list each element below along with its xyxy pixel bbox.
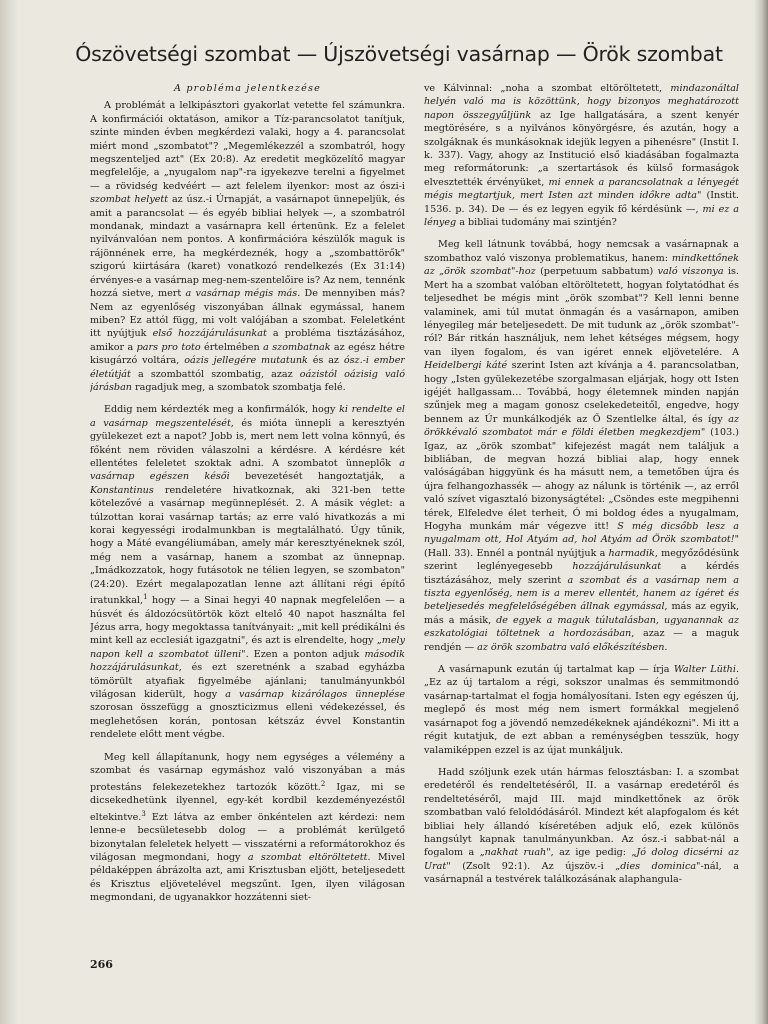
emphasis: második hozzájárulásunkat bbox=[90, 648, 405, 674]
emphasis: az örök szombatra való előkészítésben. bbox=[477, 641, 668, 653]
text-run: a kérdés tisztázásához, mely szerint bbox=[424, 561, 739, 586]
text-run: De mennyiben más? Nem az egyenlőség viszonyában állnak egymással, hanem miben? Ez attól függ, mi volt valójában a szombat. Feleletként itt nyújtjuk bbox=[90, 288, 405, 340]
text-run: szerint Isten azt kívánja a 4. parancsolatban, hogy „Isten gyülekezetébe szorgalmasan eljárjak, hogy ott Isten igéjét hallgassam… Továbbá, hogy életemnek minden napján szűnjek meg a magam gonosz cselekedeteitől, engedve, hogy bennem az Úr munkálkodjék az Ő Szentlelke által, és így bbox=[424, 360, 739, 425]
text-run: ". Ezen a ponton adjuk bbox=[241, 648, 365, 660]
paragraph bbox=[424, 766, 739, 887]
text-run: A vasárnapunk ezután új tartalmat kap — írja bbox=[438, 664, 674, 676]
emphasis: a vasárnap mégis más. bbox=[185, 288, 301, 300]
emphasis: mi ennek a parancsolatnak a lényegét mégis megtartjuk, mert Isten azt minden időkre adta bbox=[424, 176, 739, 202]
page-number: 266 bbox=[90, 958, 113, 971]
text-run: " (Instit. 1536. p. 34). De — és ez legyen egyik fő kérdésünk —, bbox=[424, 190, 739, 215]
emphasis: nakhat ruah bbox=[484, 847, 547, 859]
text-run: , megyőződésünk szerint leglényegesebb bbox=[424, 547, 739, 573]
text-run: az Ige hallgatására, a szent kenyér megtörésére, s a nyilvános könyörgésre, és azután, hogy a szolgáknak és munkásoknak idejük legyen a pihenésre" (Instit I. k. 337). Vagy, ahogy az Institució első kiadásában fogalmazta meg reformátorunk: „a szertartások és külső formaságok elvesztették érvényüket, bbox=[424, 109, 739, 188]
text-run: hogy — a Sinai hegyi 40 napnak megfelelően — a húsvét és áldozócsütörtök közt eltelő 40 napot használta fel Jézus arra, hogy megoktassa tanítványait: „mit kell prédikálni és mint kell az ecclesiát igazgatni", és azt is elrendelte, hogy „ bbox=[90, 595, 405, 647]
emphasis: ki rendelte el a vasárnap megszentelését bbox=[90, 404, 405, 429]
emphasis: a szombat és a vasárnap nem a tiszta egyenlőség, nem is a merev ellentét, hanem az ígéret és beteljesedés megfelelőségében állnak egymással bbox=[424, 574, 739, 613]
text-run: Igaz, mi se dicsekedhetünk ilyennel, egy-két kordbil kezdeményezéstől eltekintve. bbox=[90, 781, 405, 823]
text-run: Eddig nem kérdezték meg a konfirmálók, hogy bbox=[104, 404, 340, 416]
text-run: , és mióta ünnepli a keresztyén gyülekezet ezt a napot? Jobb is, mert nem lett volna könnyű, és főként nem röviden válaszolni a kérdésre. A kérdésre két ellentétes feleletet szoktak adni. A szombatot ünneplők bbox=[90, 417, 405, 469]
emphasis: Walter Lüthi bbox=[673, 664, 736, 676]
emphasis: S még dicsőbb lesz a nyugalmam ott, Hol Atyám ad, hol Atyám ad Örök szombatot! bbox=[424, 521, 739, 546]
emphasis: pars pro toto bbox=[136, 341, 201, 353]
emphasis: oázistól oázisig való járásban bbox=[90, 368, 405, 393]
emphasis: hozzájárulásunkat bbox=[572, 561, 662, 573]
text-run: ragadjuk meg, a szombatok szombatja felé. bbox=[131, 381, 346, 393]
left-column bbox=[90, 82, 405, 902]
emphasis: mely napon kell a szombatot ülleni bbox=[90, 635, 405, 660]
emphasis: harmadik bbox=[608, 547, 655, 559]
footnote-ref: 2 bbox=[320, 779, 326, 788]
page-edge-right bbox=[754, 0, 768, 1024]
text-run: Ezt látva az ember önkéntelen azt kérdezi: nem lenne-e becsületesebb dolog — a problémát kerülgető bizonytalan feleletek helyett — visszatérni a reformátorokhoz és világosan megmondani, hogy bbox=[90, 811, 405, 863]
paragraph bbox=[90, 403, 405, 741]
paragraph bbox=[424, 238, 739, 654]
emphasis: mindkettőnek az „örök szombat"-hoz bbox=[424, 252, 739, 278]
emphasis: a szombatnak bbox=[263, 341, 331, 353]
emphasis: a vasárnap kizárólagos ünneplése bbox=[225, 689, 405, 701]
text-run: "-nál, a vasárnapnál a testvérek találkozásának alaphangula- bbox=[424, 860, 739, 886]
emphasis: ósz.-i ember életútját bbox=[90, 355, 405, 380]
text-run: a szombattól szombatig, azaz bbox=[130, 368, 300, 380]
emphasis: szombat helyett bbox=[90, 194, 169, 206]
text-run: " (Hall. 33). Ennél a pontnál nyújtjuk a bbox=[424, 534, 739, 559]
text-run: Meg kell állapítanunk, hogy nem egységes a vélemény a szombat és vasárnap egymáshoz való viszonyában a más protestáns felekezetekhez tartozók között. bbox=[90, 751, 405, 793]
text-run: " (Zsolt 92:1). Az újszöv.-i „ bbox=[446, 860, 621, 872]
text-run: rendeletére hivatkoznak, aki 321-ben tette kötelezővé a vasárnap megünneplését. 2. A másik véglet: a túlzottan korai vasárnap tartás; az erre való hivatkozás a mi korai kegyességi irodalmunkban is megtalálható. Úgy tűnik, hogy a Máté evangéliumában, amely már keresztyéneknek szól, még nem a vasárnap, hanem a szombat az ünnepnap. „Imádkozzatok, hogy futásotok ne télien legyen, se szombaton" (24:20). Ezért megalapozatlan lenne azt állítani régi építő iratunkkal, bbox=[90, 484, 405, 607]
emphasis: a szombat eltöröltetett bbox=[247, 851, 368, 863]
footnote-ref: 3 bbox=[141, 809, 146, 818]
text-run: a bibliai tudomány mai szintjén? bbox=[456, 217, 617, 229]
text-run: A problémát a lelkipásztori gyakorlat vetette fel számunkra. A konfirmációi oktatáson, amikor a Tíz-parancsolatot tanítjuk, szinte minden évben megkérdezi valaki, hogy a 4. parancsolat miért mond „szombatot"? „Megemlékezzél a szombatról, hogy megszenteljed azt" (Ex 20:8). Az eredetit megközelítő magyar megfelelője, a „nyugalom nap"-ra igyekezve terelni a figyelmet — a rövidség kedvéért — azt felelem ilyenkor: most az ószi-i bbox=[90, 100, 405, 192]
text-run: (perpetuum sabbatum) bbox=[535, 266, 658, 278]
text-run: is. Mert ha a szombat valóban eltöröltetett, hogyan folytatódhat és teljesedhet be mégis mint „örök szombat"? Kell lenni benne valaminek, ami túl mutat önmagán és a vasárnapon, amiben lényegileg már beteljesedett. De mit tudunk az „örök szombat"-ról? Bár ritkán használjuk, nem lehet kétséges mégsem, hogy van ilyen fogalom, és van igéret ennek eljövetelére. A bbox=[424, 266, 739, 358]
text-run: értelmében bbox=[200, 341, 264, 353]
right-column bbox=[424, 82, 739, 942]
emphasis: Heidelbergi káté bbox=[424, 360, 508, 372]
text-run: bevezetését hangoztatják, a bbox=[229, 471, 405, 483]
emphasis: dies dominica bbox=[620, 860, 697, 872]
paragraph bbox=[424, 663, 739, 757]
emphasis: mindazonáltal helyén való ma is közöttünk, hogy bizonyos meghatározott napon összegyűljünk bbox=[424, 83, 739, 121]
emphasis: való viszonya bbox=[657, 266, 724, 278]
text-run: ve Kálvinnal: „noha a szombat eltöröltetett, bbox=[424, 83, 671, 94]
footnote-ref: 1 bbox=[143, 593, 148, 602]
emphasis: Konstantinus bbox=[90, 484, 154, 496]
text-run: az úsz.-i Úrnapját, a vasárnapot ünnepeljük, és amit a parancsolat — és egyéb bibliai helyek —, a szombatról mondanak, mindazt a vasárnapra kell értenünk. Ez a felelet nyilvánvalóan nem pontos. A konfirmációra készülők maguk is rájönnének erre, ha megkérdeznék, hogy a „szombattörők" szigorú kiirtására (karet) vonatkozó rendelkezés (Ex 31:14) érvényes-e a vasárnap meg-nem-szentelőire is? Az nem, tennénk hozzá sietve, mert bbox=[90, 194, 405, 300]
text-run: és az bbox=[307, 355, 344, 367]
text-run: szorosan összefügg a gnoszticizmus elleni védekezéssel, és meglehetősen korán, pontosan kétszáz évvel Konstantin rendelete előtt ment végbe. bbox=[90, 702, 405, 741]
text-run: Hadd szóljunk ezek után hármas felosztásban: I. a szombat eredetéről és rendeltetéséről, II. a vasárnap eredetéről és rendeltetéséről, majd III. majd mindkettőnek az örök szombatban való feloldódásáról. Mindezt két alapfogalom és két bibliai hely állandó kíséretében adjuk elő, ezek különös hangsúlyt kapnak tanulmányunkban. Az ósz.-i sabbat-nál a fogalom a „ bbox=[424, 766, 739, 859]
emphasis: a vasárnap egészen késői bbox=[90, 457, 405, 483]
emphasis: oázis jellegére mutatunk bbox=[184, 355, 308, 367]
emphasis: első hozzájárulásunkat bbox=[152, 328, 267, 340]
text-run: . „Ez az új tartalom a régi, sokszor unalmas és semmitmondó vasárnap-tartalmat el fogja homályosítani. Isten egy egészen új, meglepő és most még nem ismert formákkal megjelenő vasárnapot fog a jövendő nemzedékeknek ajándékozni". Mi itt a régit kutatjuk, de ezt abban a reménységben tesszük, hogy valamiképpen ezzel is az újat munkáljuk. bbox=[424, 664, 739, 756]
section-subheading: A probléma jelentkezése bbox=[173, 83, 322, 94]
text-run: . Mivel példaképpen ábrázolta azt, ami Krisztusban eljött, beteljesedett és Krisztus eljövetelével megszűnt. Igen, ilyen világosan megmondani, de ugyanakkor hozzátenni siet- bbox=[90, 851, 405, 902]
text-run: , és ezt szeretnénk a szabad egyházba tömörült atyafiak figyelmébe ajánlani; tanulmányunkból világosan kiderült, hogy bbox=[90, 662, 405, 701]
page-title: Ószövetségi szombat — Újszövetségi vasárnap — Örök szombat bbox=[75, 42, 723, 66]
paragraph bbox=[424, 82, 739, 229]
paragraph bbox=[90, 99, 405, 394]
text-run: , azaz — a maguk rendjén — bbox=[424, 628, 739, 653]
page-edge-left bbox=[0, 0, 18, 1024]
text-run: ", az ige pedig: „ bbox=[546, 847, 637, 859]
emphasis: Jó dolog dicsérni az Urat bbox=[424, 847, 739, 872]
text-run: a probléma tisztázásához, amikor a bbox=[90, 328, 405, 353]
emphasis: mi ez a lényeg bbox=[424, 203, 739, 229]
text-run: " (103.) Igaz, az „örök szombat" kifejezést magát nem találjuk a bibliában, de megvan hozzá bibliai alap, hogy ennek valóságában higgyünk és ha másutt nem, a temetőben újra és újra felhangozhassék — ahogy az nálunk is történik —, az erről való szívet vigasztaló bizonyságtétel: „Csöndes este megpihenni térek, Elfeledve élet terheit, Ó mi boldog édes a nyugalmam, Hogyha munkám már végezve itt! bbox=[424, 427, 739, 532]
text-run: , más az egyik, más a másik, bbox=[424, 601, 739, 626]
paragraph bbox=[90, 751, 405, 902]
text-run: az egész hétre kisugárzó voltára, bbox=[90, 341, 405, 367]
emphasis: de egyek a maguk túlutalásban, ugyanannak az eszkatológiai töltetnek a hordozásában bbox=[424, 614, 739, 640]
text-run: Meg kell látnunk továbbá, hogy nemcsak a vasárnapnak a szombathoz való viszonya problematikus, hanem: bbox=[424, 239, 739, 264]
emphasis: az örökkévaló szombatot már e földi életben megkezdjem bbox=[424, 413, 739, 439]
